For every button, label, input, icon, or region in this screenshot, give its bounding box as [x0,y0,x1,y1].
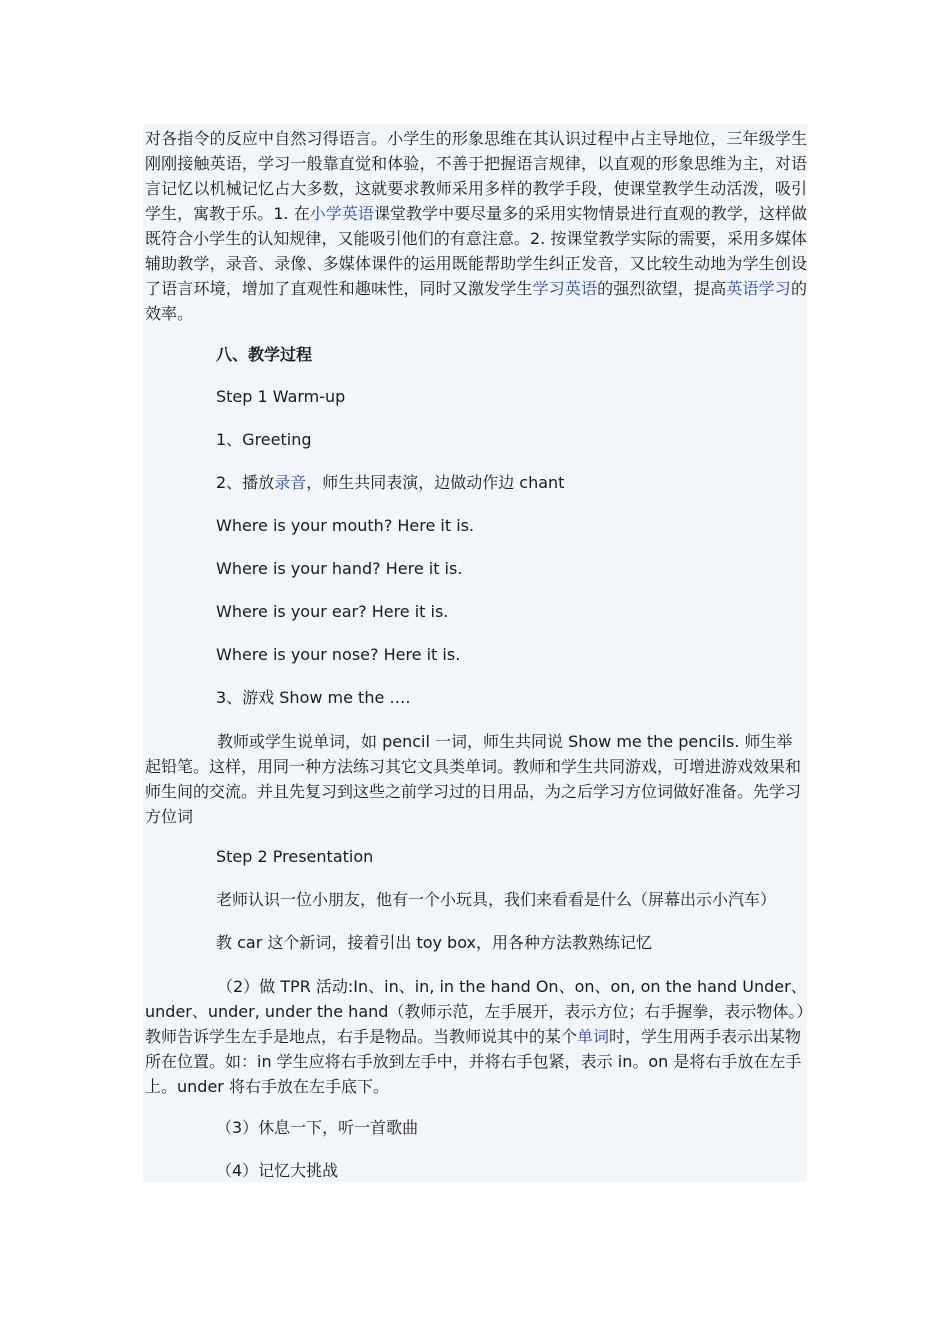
intro-paragraph: 对各指令的反应中自然习得语言。小学生的形象思维在其认识过程中占主导地位，三年级学生刚刚接触英语，学习一般靠直觉和体验，不善于把握语言规律，以直观的形象思维为主，对语言记忆以机械记忆占大多数，这就要求教师采用多样的教学手段，使课堂教学生动活泼，吸引学生，寓教于乐。1. 在小学英语课堂教学中要尽量多的采用实物情景进行直观的教学，这样做既符合小学生的认知规律，又能吸引他们的有意注意。2. 按课堂教学实际的需要，采用多媒体辅助教学，录音、录像、多媒体课件的运用既能帮助学生纠正发音，又比较生动地为学生创设了语言环境，增加了直观性和趣味性，同时又激发学生学习英语的强烈欲望，提高英语学习的效率。 [145,129,807,323]
presentation-line-2: 教 car 这个新词，接着引出 toy box，用各种方法教熟练记忆 [216,933,652,952]
chant-line: Where is your ear? Here it is. [216,602,449,621]
link-recording[interactable]: 录音 [274,473,307,492]
song-item: （3）休息一下，听一首歌曲 [216,1118,419,1137]
step2-heading: Step 2 Presentation [216,847,374,866]
tpr-paragraph: （2）做 TPR 活动:In、in、in, in the hand On、on、on, on the hand Under、under、under, under the hand（教师示范，左手展开，表示方位；右手握拳，表示物体。）教师告诉学生左手是地点，右手是物品。当教师说其中的某个单词时，学生用两手表示出某物所在位置。如：in 学生应将右手放到左手中，并将右手包紧，表示 in。on 是将右手放在左手上。under 将右手放在左手底下。 [145,977,807,1096]
link-english-learning[interactable]: 英语学习 [726,279,791,298]
step1-heading: Step 1 Warm-up [216,387,346,406]
greeting-item: 1、Greeting [216,430,312,449]
chant-line: Where is your nose? Here it is. [216,645,461,664]
link-word[interactable]: 单词 [577,1027,610,1046]
recording-item: 2、播放录音，师生共同表演，边做动作边 chant [216,473,565,492]
link-primary-english[interactable]: 小学英语 [309,204,374,223]
link-learn-english[interactable]: 学习英语 [532,279,598,298]
chant-line: Where is your hand? Here it is. [216,559,463,578]
memory-challenge-item: （4）记忆大挑战 [216,1161,339,1180]
game-item: 3、游戏 Show me the …. [216,688,411,707]
chant-line: Where is your mouth? Here it is. [216,516,475,535]
game-description: 教师或学生说单词，如 pencil 一词，师生共同说 Show me the pencils. 师生举起铅笔。这样，用同一种方法练习其它文具类单词。教师和学生共同游戏，可增进游戏效果和师生间的交流。并且先复习到这些之前学习过的日用品，为之后学习方位词做好准备。先学习方位词 [145,732,802,826]
presentation-line-1: 老师认识一位小朋友，他有一个小玩具，我们来看看是什么（屏幕出示小汽车） [216,890,777,909]
section-heading: 八、教学过程 [216,345,313,364]
